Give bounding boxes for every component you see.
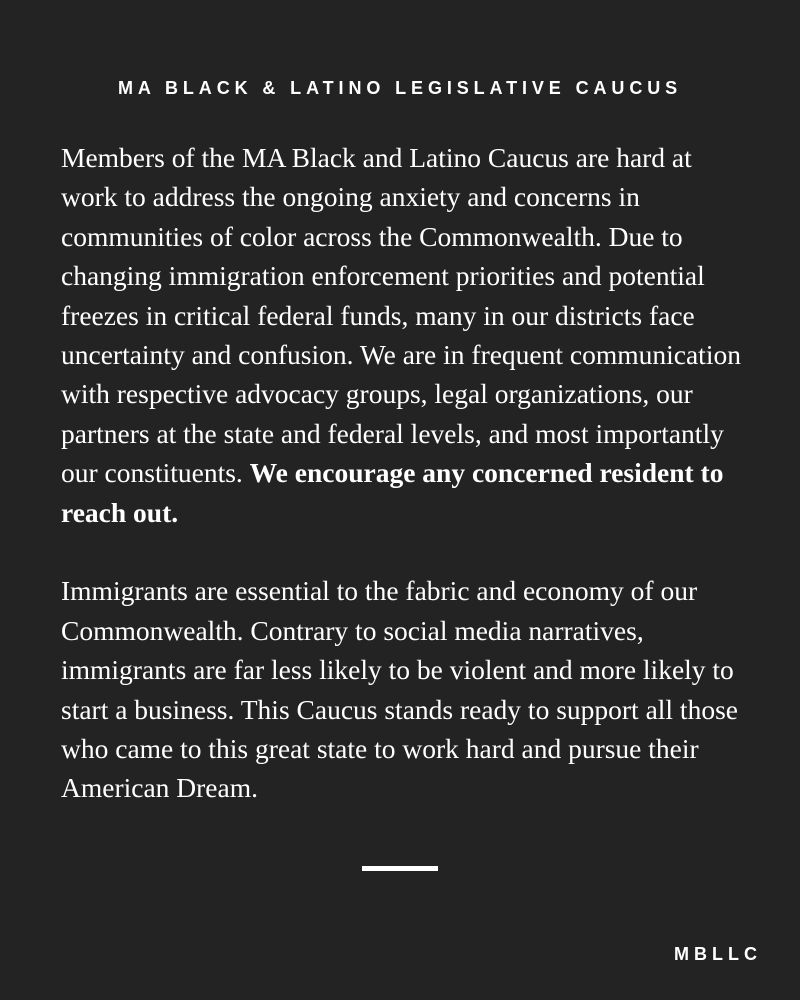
statement-paragraph-1: [61, 138, 751, 532]
organization-signature: MBLLC: [674, 944, 762, 964]
call-to-action-text: We encourage any concerned resident to reach out.: [61, 457, 724, 528]
statement-paragraph-2: Immigrants are essential to the fabric and economy of our Commonwealth. Contrary to social media narratives, immigrants are far less likely to be violent and more likely to start a business. This Caucus stands ready to support all those who came to this great state to work hard and pursue their American Dream.: [61, 575, 738, 804]
statement-body: [61, 138, 751, 808]
caucus-title: MA BLACK & LATINO LEGISLATIVE CAUCUS: [117, 78, 683, 98]
statement-paragraph-1-text: Members of the MA Black and Latino Caucus are hard at work to address the ongoing anxiety and concerns in communities of color across the Commonwealth. Due to changing immigration enforcement priorities and potential freezes in critical federal funds, many in our districts face uncertainty and confusion. We are in frequent communication with respective advocacy groups, legal organizations, our partners at the state and federal levels, and most importantly our constituents.: [61, 142, 741, 489]
divider-line: [362, 866, 438, 871]
